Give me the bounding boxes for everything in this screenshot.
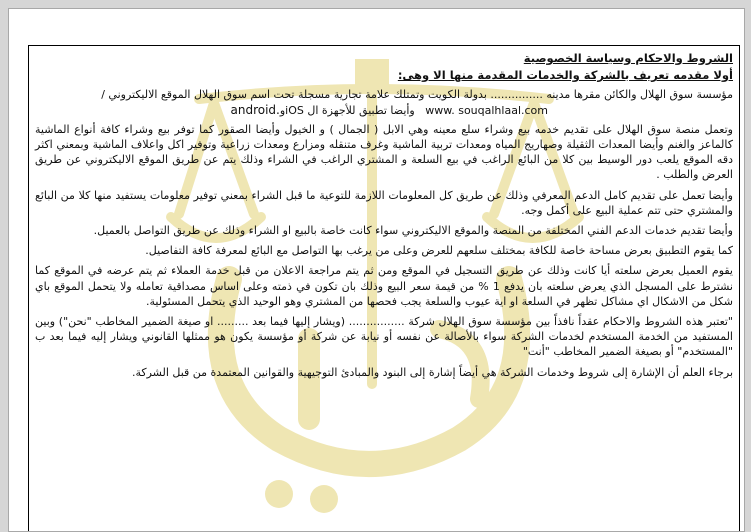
document-page xyxy=(8,8,745,532)
paragraph-platform: وتعمل منصة سوق الهلال على تقديم خدمه بيع وشراء سلع معينه وهي الابل ( الجمال ) و الخيول وأيضا الصقور كما توفر بيع وشراء كافة أنواع الماشية كالماعز والغنم وأيضا المعدات الثقيلة وصهاريج المياه ومعدات تربية الماشية وغرف متنقله ومزارع ومعدات زراعية وتوفير اكل واعلاف الماشية وبمعني اكثر دقه الموقع يلعب دور الوسيط بين كلا من البائع الراغب في بيع السلعة و المشتري الراغب في الشراء وذلك يتم عن طريق الموقع الاليكتروني عن طريق العرض والطلب . xyxy=(35,122,733,182)
apps-and: و xyxy=(279,103,286,117)
ios-label: iOS xyxy=(285,103,304,117)
paragraph-contract: "تعتبر هذه الشروط والاحكام عقداً نافذاً بين مؤسسة سوق الهلال شركة ................ (ويشار إليها فيما بعد ......... او صيغة الضمير المخاطب "نحن") وبين المستفيد من الخدمة المستخدم لخدمات الشركة سواء بالأصالة عن نفسه أو نيابة عن شركة أو مؤسسة يكون هو ممثلها القانوني ويشار إليه فيما بعد ب "المستخدم" أو بصيغة الضمير المخاطب "أنت" xyxy=(35,315,733,359)
section-heading: أولا مقدمه تعريف بالشركة والخدمات المقدمة منها الا وهى: xyxy=(397,68,733,83)
paragraph-fees: يقوم العميل بعرض سلعته أيا كانت وذلك عن طريق التسجيل في الموقع ومن ثم يتم مراجعة الاعلان من قبل خدمة العملاء ثم يتم عرضه في الموقع كما نشترط على المسجل الذي يعرض سلعته بان يدفع 1 % من قيمة سعر البيع وذلك بان تكون في ذمته وعلى اساس مصداقية تعامله ولا يتحمل الموقع باي شكل من الاشكال اي مشاكل تظهر في السلعة او اية عيوب والسلعة يجب فحصها من المشتري وهو الوحيد الذي يتحمل المسئولية. xyxy=(35,264,733,308)
paragraph-technical: وأيضا تقديم خدمات الدعم الفني المختلفة من المنصة والموقع الاليكتروني سواء كانت خاصة بالبيع او الشراء وذلك عن طريق التواصل بالعميل. xyxy=(93,224,733,238)
paragraph-notice: برجاء العلم أن الإشارة إلى شروط وخدمات الشركة هي أيضاً إشارة إلى البنود والمبادئ التوجيهية والقوانين المعتمدة من قبل الشركة. xyxy=(131,365,733,379)
website-link[interactable]: www. souqalhlaal.com xyxy=(425,103,548,117)
document-title: الشروط والاحكام وسياسة الخصوصية xyxy=(523,51,733,65)
paragraph-listing: كما يقوم التطبيق بعرض مساحة خاصة للكافة بمختلف سلعهم للعرض وعلى من يرغب بها التواصل مع البائع لمعرفة كافة التفاصيل. xyxy=(145,244,733,258)
paragraph-support: وأيضا تعمل على تقديم كامل الدعم المعرفي وذلك عن طريق كل المعلومات اللازمة للتوعية ما قبل الشراء بمعني توفير معلومات يستفيد منها كلا من البائع والمشتري حتى تتم عملية البيع على أكمل وجه. xyxy=(35,188,733,217)
intro-paragraph xyxy=(35,87,733,102)
apps-prefix: وأيضا تطبيق للأجهزة ال xyxy=(307,103,415,117)
terms-content xyxy=(35,51,733,385)
android-label: android. xyxy=(230,102,280,117)
intro-text: مؤسسة سوق الهلال والكائن مقرها مدينه ............... بدولة الكويت وتمتلك علامة تجارية مسجلة تحت اسم سوق الهلال الموقع الاليكتروني / xyxy=(101,88,733,102)
site-line xyxy=(35,103,733,118)
